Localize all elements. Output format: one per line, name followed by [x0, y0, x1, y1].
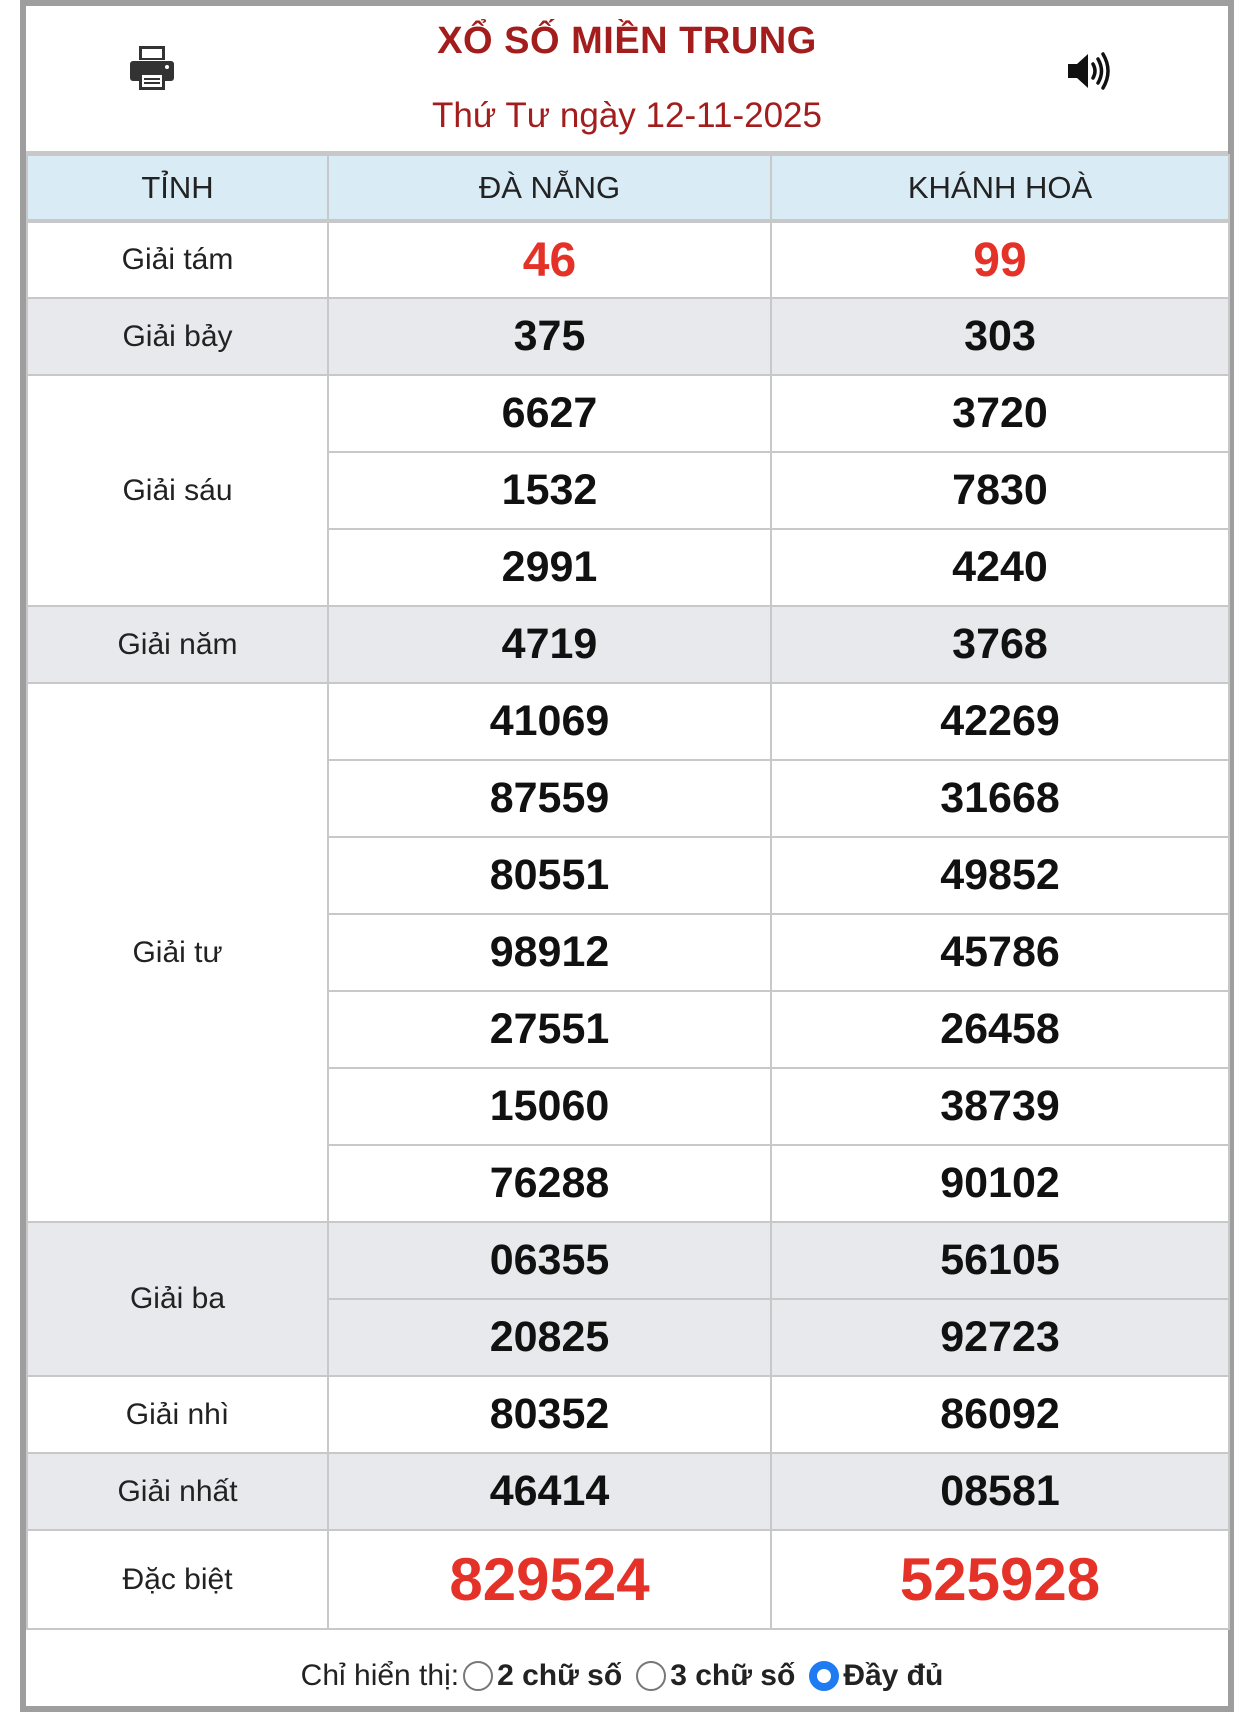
- prize-number: 76288: [328, 1145, 771, 1222]
- prize-label: Giải tư: [27, 683, 328, 1222]
- prize-number: 90102: [771, 1145, 1229, 1222]
- table-row: [27, 606, 1229, 683]
- table-row: [27, 298, 1229, 375]
- prize-label: Giải ba: [27, 1222, 328, 1376]
- table-header-row: [27, 155, 1229, 221]
- page-title: XỔ SỐ MIỀN TRUNG: [437, 20, 817, 62]
- option-full-label[interactable]: Đầy đủ: [843, 1659, 944, 1692]
- prize-number: 4719: [328, 606, 771, 683]
- prize-number: 38739: [771, 1068, 1229, 1145]
- prize-number: 2991: [328, 529, 771, 606]
- speaker-icon: [1066, 50, 1112, 92]
- sound-button[interactable]: [1066, 50, 1112, 92]
- table-row: [27, 1376, 1229, 1453]
- prize-number: 27551: [328, 991, 771, 1068]
- radio-3-digits[interactable]: [636, 1661, 666, 1691]
- draw-date: Thứ Tư ngày 12-11-2025: [432, 96, 822, 135]
- prize-number: 80352: [328, 1376, 771, 1453]
- col-header-province: TỈNH: [27, 155, 328, 221]
- option-2-digits-label[interactable]: 2 chữ số: [497, 1659, 623, 1692]
- prize-number: 46414: [328, 1453, 771, 1530]
- prize-number: 86092: [771, 1376, 1229, 1453]
- prize-number: 92723: [771, 1299, 1229, 1376]
- radio-full[interactable]: [809, 1661, 839, 1691]
- prize-number: 06355: [328, 1222, 771, 1299]
- prize-number: 26458: [771, 991, 1229, 1068]
- special-prize-number: 829524: [328, 1530, 771, 1629]
- prize-number: 6627: [328, 375, 771, 452]
- prize-number: 3768: [771, 606, 1229, 683]
- prize-number: 80551: [328, 837, 771, 914]
- prize-number: 99: [771, 221, 1229, 298]
- special-prize-number: 525928: [771, 1530, 1229, 1629]
- prize-number: 42269: [771, 683, 1229, 760]
- prize-number: 7830: [771, 452, 1229, 529]
- prize-number: 08581: [771, 1453, 1229, 1530]
- prize-number: 1532: [328, 452, 771, 529]
- display-options-label: Chỉ hiển thị:: [300, 1659, 460, 1692]
- col-header-khanhhoa: KHÁNH HOÀ: [771, 155, 1229, 221]
- prize-label: Giải sáu: [27, 375, 328, 606]
- prize-number: 303: [771, 298, 1229, 375]
- prize-label: Giải bảy: [27, 298, 328, 375]
- prize-number: 46: [328, 221, 771, 298]
- prize-number: 31668: [771, 760, 1229, 837]
- table-row: [27, 1530, 1229, 1629]
- prize-label: Đặc biệt: [27, 1530, 328, 1629]
- table-row: [27, 1453, 1229, 1530]
- table-row: [27, 375, 1229, 452]
- table-row: [27, 1222, 1229, 1299]
- radio-2-digits[interactable]: [463, 1661, 493, 1691]
- prize-number: 41069: [328, 683, 771, 760]
- prize-number: 56105: [771, 1222, 1229, 1299]
- col-header-danang: ĐÀ NẴNG: [328, 155, 771, 221]
- prize-label: Giải năm: [27, 606, 328, 683]
- prize-number: 49852: [771, 837, 1229, 914]
- prize-number: 98912: [328, 914, 771, 991]
- prize-number: 45786: [771, 914, 1229, 991]
- prize-number: 4240: [771, 529, 1229, 606]
- option-3-digits-label[interactable]: 3 chữ số: [670, 1659, 796, 1692]
- prize-label: Giải nhất: [27, 1453, 328, 1530]
- prize-number: 375: [328, 298, 771, 375]
- prize-number: 15060: [328, 1068, 771, 1145]
- prize-label: Giải tám: [27, 221, 328, 298]
- header: [26, 6, 1228, 154]
- prize-number: 87559: [328, 760, 771, 837]
- results-frame: [20, 0, 1234, 1712]
- prize-label: Giải nhì: [27, 1376, 328, 1453]
- prize-number: 20825: [328, 1299, 771, 1376]
- display-options: [26, 1646, 1228, 1712]
- table-row: [27, 683, 1229, 760]
- prize-number: 3720: [771, 375, 1229, 452]
- results-table: [26, 154, 1230, 1630]
- table-row: [27, 221, 1229, 298]
